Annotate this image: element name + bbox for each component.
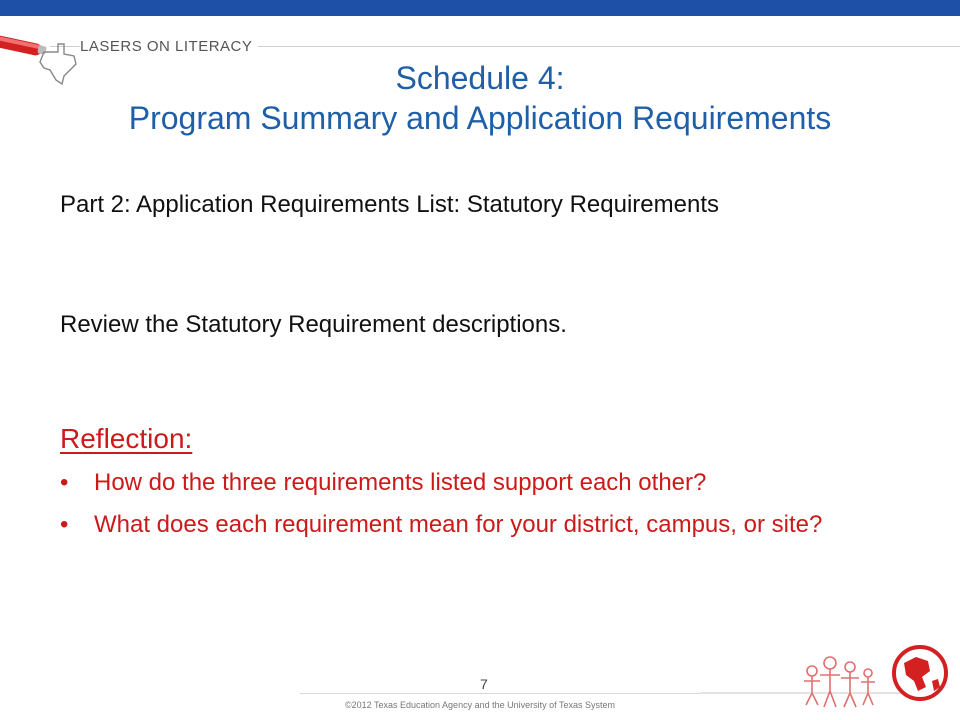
bullet-icon: • — [60, 469, 69, 496]
slide-title — [0, 58, 960, 138]
bullet-text: How do the three requirements listed support each other? — [94, 469, 707, 496]
logo-text: LASERS ON LITERACY — [80, 38, 258, 55]
review-text: Review the Statutory Requirement descriptions. — [60, 311, 567, 338]
list-item — [60, 468, 850, 498]
top-accent-bar — [0, 0, 960, 16]
title-line-2: Program Summary and Application Requirements — [128, 100, 832, 136]
part2-text: Part 2: Application Requirements List: Statutory Requirements — [60, 191, 719, 218]
footer-rule — [300, 693, 700, 694]
bullet-text: What does each requirement mean for your district, campus, or site? — [94, 511, 823, 538]
list-item — [60, 510, 850, 540]
bullet-icon: • — [60, 511, 69, 538]
reflection-list — [60, 468, 850, 552]
title-line-1: Schedule 4: — [395, 60, 565, 96]
page-number: 7 — [480, 676, 488, 692]
copyright-text: ©2012 Texas Education Agency and the University of Texas System — [345, 700, 615, 710]
reflection-heading: Reflection: — [60, 423, 193, 454]
